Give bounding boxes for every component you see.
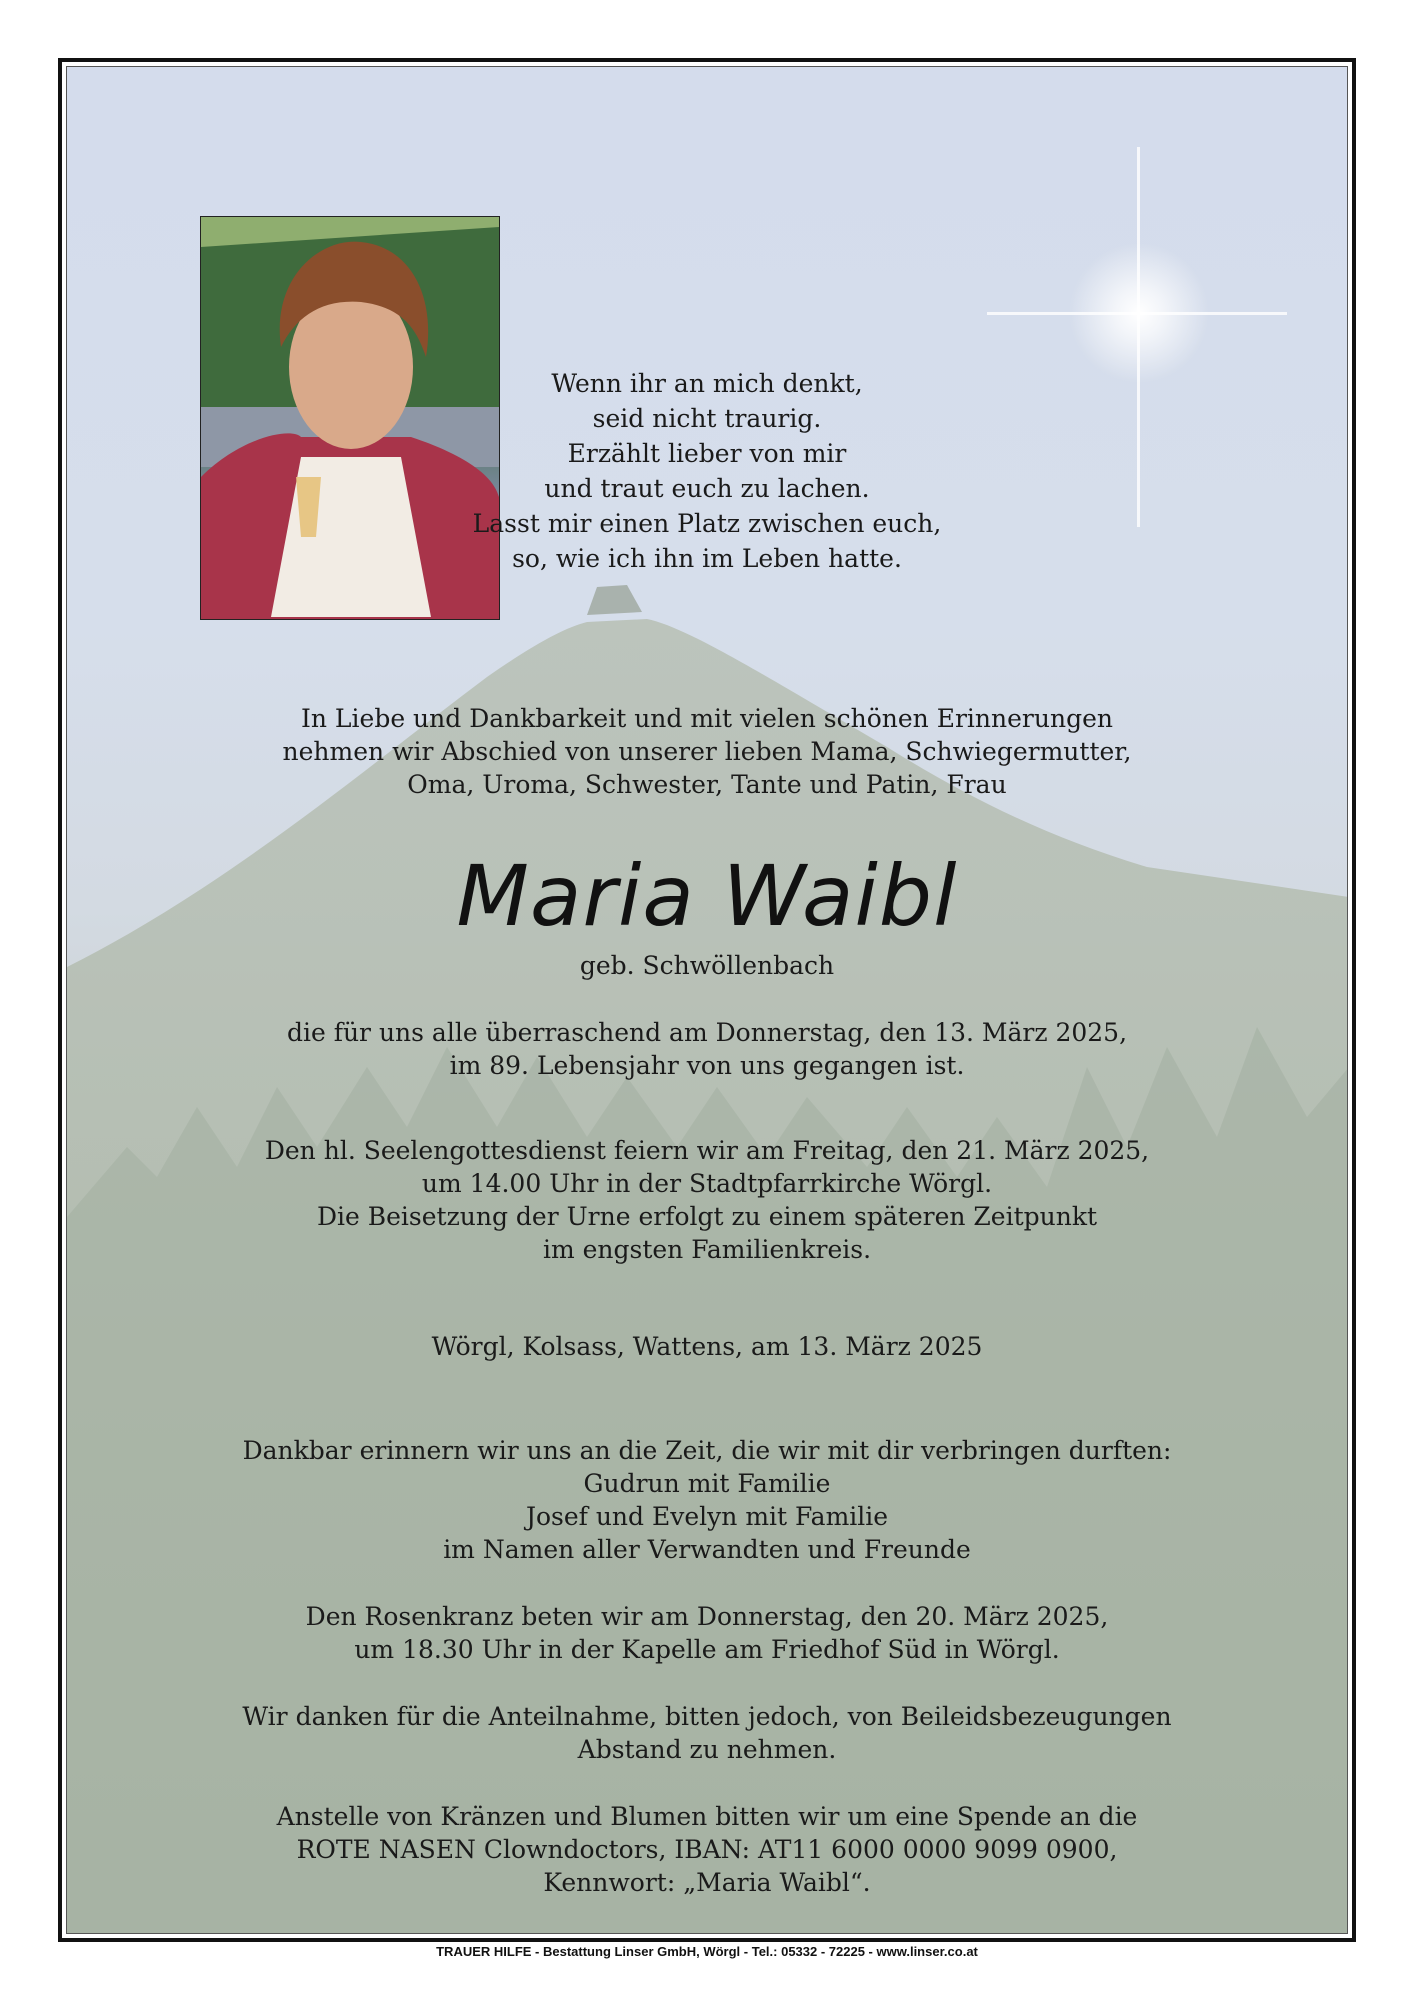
condolence-notice (0, 1700, 1414, 1766)
thanks-line: Gudrun mit Familie (583, 1469, 831, 1498)
donation-line: ROTE NASEN Clowndoctors, IBAN: AT11 6000 0000 9099 0900, (296, 1835, 1118, 1864)
death-notice (0, 1016, 1414, 1082)
service-line: im engsten Familienkreis. (542, 1235, 872, 1264)
rosary-line: Den Rosenkranz beten wir am Donnerstag, den 20. März 2025, (305, 1602, 1109, 1631)
farewell-intro (0, 702, 1414, 801)
rosary-notice (0, 1600, 1414, 1666)
donation-line: Kennwort: „Maria Waibl“. (543, 1868, 871, 1897)
service-line: um 14.00 Uhr in der Stadtpfarrkirche Wörgl. (421, 1169, 993, 1198)
memorial-poem (0, 366, 1414, 576)
thanks-line: Dankbar erinnern wir uns an die Zeit, die wir mit dir verbringen durften: (242, 1436, 1172, 1465)
funeral-service (0, 1134, 1414, 1266)
service-line: Den hl. Seelengottesdienst feiern wir am Freitag, den 21. März 2025, (264, 1136, 1150, 1165)
poem-line: und traut euch zu lachen. (544, 474, 870, 503)
thanks-line: im Namen aller Verwandten und Freunde (443, 1535, 971, 1564)
condolence-line: Wir danken für die Anteilnahme, bitten jedoch, von Beileidsbezeugungen (242, 1702, 1172, 1731)
service-line: Die Beisetzung der Urne erfolgt zu einem späteren Zeitpunkt (316, 1202, 1098, 1231)
poem-line: Erzählt lieber von mir (567, 439, 847, 468)
birth-name: geb. Schwöllenbach (579, 951, 835, 980)
family-thanks (0, 1434, 1414, 1566)
place-date: Wörgl, Kolsass, Wattens, am 13. März 2025 (431, 1332, 983, 1361)
rosary-line: um 18.30 Uhr in der Kapelle am Friedhof Süd in Wörgl. (354, 1635, 1060, 1664)
poem-line: Lasst mir einen Platz zwischen euch, (472, 509, 942, 538)
funeral-home-footer: TRAUER HILFE - Bestattung Linser GmbH, Wörgl - Tel.: 05332 - 72225 - www.linser.co.at (436, 1944, 978, 1959)
poem-line: so, wie ich ihn im Leben hatte. (512, 544, 902, 573)
donation-line: Anstelle von Kränzen und Blumen bitten wir um eine Spende an die (276, 1802, 1138, 1831)
donation-notice (0, 1800, 1414, 1899)
deceased-name: Maria Waibl (456, 847, 958, 945)
death-line: die für uns alle überraschend am Donnerstag, den 13. März 2025, (286, 1018, 1128, 1047)
death-line: im 89. Lebensjahr von uns gegangen ist. (449, 1051, 965, 1080)
poem-line: seid nicht traurig. (592, 404, 822, 433)
intro-line: Oma, Uroma, Schwester, Tante und Patin, Frau (407, 770, 1007, 799)
condolence-line: Abstand zu nehmen. (577, 1735, 837, 1764)
poem-line: Wenn ihr an mich denkt, (551, 369, 863, 398)
intro-line: In Liebe und Dankbarkeit und mit vielen schönen Erinnerungen (301, 704, 1113, 733)
intro-line: nehmen wir Abschied von unserer lieben Mama, Schwiegermutter, (282, 737, 1132, 766)
thanks-line: Josef und Evelyn mit Familie (525, 1502, 889, 1531)
